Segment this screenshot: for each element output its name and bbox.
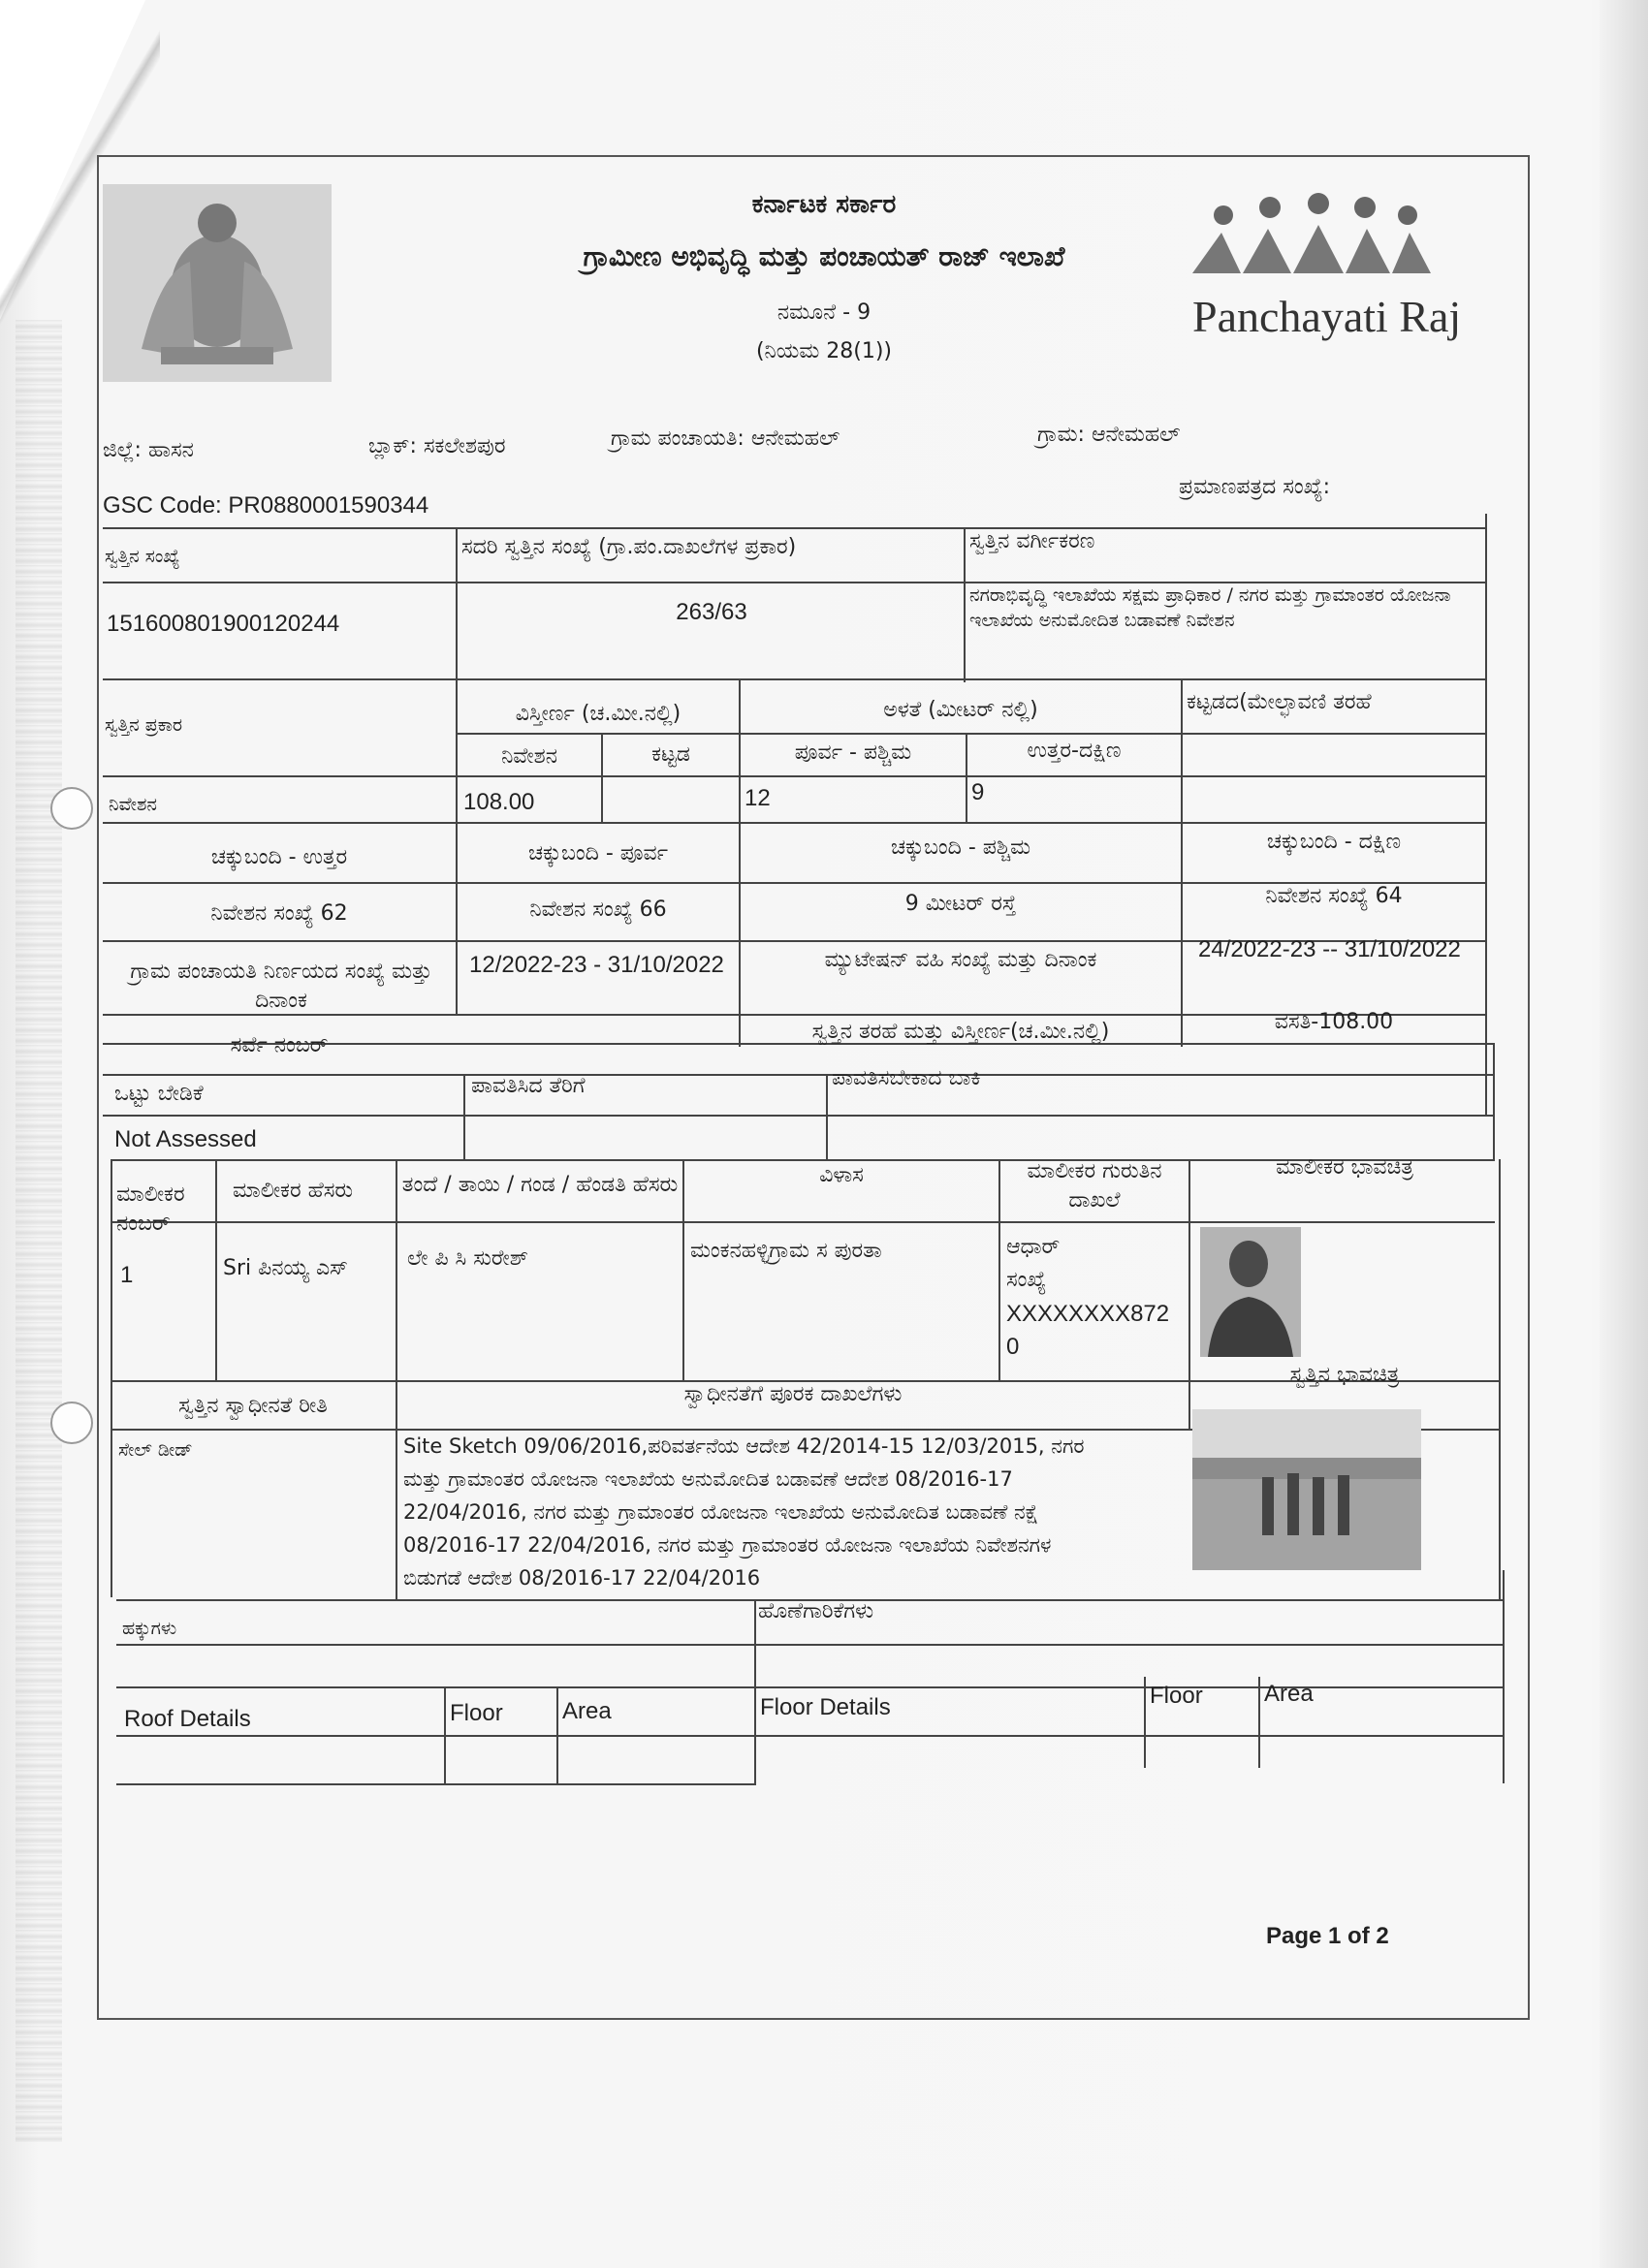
roof-floor-header: Floor bbox=[450, 1700, 503, 1726]
north-south-label: ಉತ್ತರ-ದಕ್ಷಿಣ bbox=[1027, 739, 1122, 763]
mutation-value: 24/2022-23 -- 31/10/2022 bbox=[1198, 936, 1461, 962]
supporting-docs-line: ಮತ್ತು ಗ್ರಾಮಾಂತರ ಯೋಜನಾ ಇಲಾಖೆಯ ಅನುಮೋದಿತ ಬಡಾವಣೆ ಆದೇಶ 08/2016-17 bbox=[403, 1467, 1013, 1491]
property-type-label: ಸ್ವತ್ತಿನ ಪ್ರಕಾರ bbox=[105, 714, 183, 736]
owner-relative-header: ತಂದೆ / ತಾಯಿ / ಗಂಡ / ಹೆಂಡತಿ ಹೆಸರು bbox=[401, 1173, 679, 1197]
owner-no-header: ಮಾಲೀಕರ ನಂಬರ್ bbox=[116, 1182, 185, 1236]
rule-line bbox=[444, 1686, 446, 1783]
property-nature-value: ವಸತಿ-108.00 bbox=[1274, 1010, 1394, 1034]
east-west-label: ಪೂರ್ವ - ಪಶ್ಚಿಮ bbox=[794, 740, 912, 765]
area-label: ವಿಸ್ತೀರ್ಣ (ಚ.ಮೀ.ನಲ್ಲಿ) bbox=[515, 702, 681, 726]
page-number: Page 1 of 2 bbox=[1266, 1923, 1389, 1949]
owner-photo-header: ಮಾಲೀಕರ ಭಾವಚಿತ್ರ bbox=[1276, 1155, 1413, 1180]
header-govt: ಕರ್ನಾಟಕ ಸರ್ಕಾರ bbox=[751, 190, 897, 219]
supporting-docs-line: 08/2016-17 22/04/2016, ನಗರ ಮತ್ತು ಗ್ರಾಮಾಂತರ ಯೋಜನಾ ಇಲಾಖೆಯ ನಿವೇಶನಗಳ bbox=[403, 1533, 1052, 1557]
supporting-docs-line: 22/04/2016, ನಗರ ಮತ್ತು ಗ್ರಾಮಾಂತರ ಯೋಜನಾ ಇಲಾಖೆಯ ಅನುಮೋದಿತ ಬಡಾವಣೆ ನಕ್ಷೆ bbox=[403, 1500, 1039, 1524]
boundary-east-label: ಚಕ್ಕುಬಂದಿ - ಪೂರ್ವ bbox=[527, 841, 668, 866]
roof-area-header: Area bbox=[562, 1698, 612, 1724]
owner-id-doc-line: ಸಂಖ್ಯೆ bbox=[1006, 1268, 1047, 1292]
punch-hole bbox=[50, 1402, 93, 1444]
owner-id-doc-line: 0 bbox=[1006, 1334, 1020, 1360]
property-id-value: 151600801900120244 bbox=[107, 611, 340, 637]
rule-number: (ನಿಯಮ 28(1)) bbox=[755, 339, 893, 363]
owner-no: 1 bbox=[120, 1262, 134, 1288]
rule-line bbox=[1499, 1159, 1501, 1599]
owner-photo bbox=[1200, 1227, 1301, 1357]
site-area-value: 108.00 bbox=[463, 789, 535, 815]
punch-hole bbox=[50, 787, 93, 830]
owner-id-doc-line: XXXXXXXX872 bbox=[1006, 1301, 1170, 1327]
rule-line bbox=[116, 1644, 1505, 1646]
rule-line bbox=[458, 733, 1487, 735]
tax-demand-label: ಒಟ್ಟು ಬೇಡಿಕೆ bbox=[114, 1082, 204, 1106]
rule-line bbox=[116, 1783, 756, 1785]
taluk: ಬ್ಲಾಕ್: ಸಕಲೇಶಪುರ bbox=[368, 434, 506, 458]
tax-due-label: ಪಾವತಿಸಬೇಕಾದ ಬಾಕಿ bbox=[832, 1066, 981, 1090]
boundary-east-value: ನಿವೇಶನ ಸಂಖ್ಯೆ 66 bbox=[529, 898, 667, 922]
boundary-north-label: ಚಕ್ಕುಬಂದಿ - ಉತ್ತರ bbox=[210, 845, 348, 869]
owner-address-header: ವಿಳಾಸ bbox=[819, 1163, 864, 1187]
rule-line bbox=[103, 822, 1487, 824]
rule-line bbox=[1258, 1677, 1260, 1768]
owner-address: ಮಂಕನಹಳ್ಳಿಗ್ರಾಮ ಸ ಪುರತಾ bbox=[690, 1239, 882, 1263]
boundary-west-value: 9 ಮೀಟರ್ ರಸ್ತೆ bbox=[904, 892, 1017, 916]
tax-paid-label: ಪಾವತಿಸಿದ ತೆರಿಗೆ bbox=[471, 1074, 586, 1098]
property-nature-label: ಸ್ವತ್ತಿನ ತರಹೆ ಮತ್ತು ವಿಸ್ತೀರ್ಣ(ಚ.ಮೀ.ನಲ್ಲಿ) bbox=[811, 1020, 1110, 1044]
panchayati-raj-logo-text: Panchayati Raj bbox=[1192, 292, 1462, 341]
property-type-value: ನಿವೇಶನ bbox=[109, 794, 157, 815]
owner-name-header: ಮಾಲೀಕರ ಹೆಸರು bbox=[233, 1179, 354, 1203]
gp-resolution-value: 12/2022-23 - 31/10/2022 bbox=[469, 952, 724, 978]
scan-noise bbox=[16, 320, 62, 2142]
owner-relative: ಲೇ ಪಿ ಸಿ ಸುರೇಶ್ bbox=[407, 1246, 528, 1271]
gram-panchayat: ಗ್ರಾಮ ಪಂಚಾಯತಿ: ಆನೇಮಹಲ್ bbox=[611, 426, 840, 451]
rule-line bbox=[111, 1159, 112, 1597]
rule-line bbox=[682, 1159, 684, 1382]
building-type-label: ಕಟ್ಟಡದ(ಮೇಲ್ಛಾವಣಿ ತರಹೆ bbox=[1187, 690, 1372, 714]
floor-floor-header: Floor bbox=[1150, 1683, 1203, 1709]
owner-name: Sri ಪಿನಯ್ಯ ಎಸ್ bbox=[223, 1256, 348, 1280]
owner-id-doc-header: ಮಾಲೀಕರ ಗುರುತಿನ ದಾಖಲೆ bbox=[1027, 1159, 1162, 1213]
boundary-south-label: ಚಕ್ಕುಬಂದಿ - ದಕ್ಷಿಣ bbox=[1266, 830, 1402, 854]
classification-label: ಸ್ವತ್ತಿನ ವರ್ಗೀಕರಣ bbox=[969, 529, 1095, 553]
boundary-north-value: ನಿವೇಶನ ಸಂಖ್ಯೆ 62 bbox=[210, 901, 348, 926]
rule-line bbox=[1493, 1043, 1495, 1161]
rule-line bbox=[103, 678, 1487, 680]
rule-line bbox=[103, 527, 1487, 529]
page-edge-shadow bbox=[1600, 0, 1648, 2268]
supporting-docs-label: ಸ್ವಾಧೀನತೆಗೆ ಪೂರಕ ದಾಖಲೆಗಳು bbox=[683, 1382, 903, 1406]
rights-label: ಹಕ್ಕುಗಳು bbox=[122, 1618, 177, 1639]
property-photo-label: ಸ್ವತ್ತಿನ ಭಾವಚಿತ್ರ bbox=[1289, 1363, 1400, 1387]
rule-line bbox=[456, 527, 458, 1016]
rule-line bbox=[116, 1735, 1505, 1737]
floor-details-header: Floor Details bbox=[760, 1694, 891, 1720]
gp-resolution-label: ಗ್ರಾಮ ಪಂಚಾಯತಿ ನಿರ್ಣಯದ ಸಂಖ್ಯೆ ಮತ್ತು ದಿನಾಂಕ bbox=[130, 960, 432, 1013]
header-dept: ಗ್ರಾಮೀಣ ಅಭಿವೃದ್ಧಿ ಮತ್ತು ಪಂಚಾಯತ್ ರಾಜ್ ಇಲಾಖೆ bbox=[583, 240, 1065, 272]
rule-line bbox=[103, 1115, 1495, 1117]
village: ಗ್ರಾಮ: ಆನೇಮಹಲ್ bbox=[1037, 423, 1181, 447]
state-emblem-icon bbox=[103, 184, 332, 382]
rule-line bbox=[998, 1159, 1000, 1382]
tax-demand-value: Not Assessed bbox=[114, 1126, 257, 1152]
rule-line bbox=[754, 1599, 756, 1783]
rule-line bbox=[556, 1686, 558, 1783]
north-south-value: 9 bbox=[971, 779, 985, 805]
supporting-docs-line: Site Sketch 09/06/2016,ಪರಿವರ್ತನೆಯ ಆದೇಶ 42/2014-15 12/03/2015, ನಗರ bbox=[403, 1434, 1085, 1458]
property-id-label: ಸ್ವತ್ತಿನ ಸಂಖ್ಯೆ bbox=[105, 546, 180, 567]
old-property-no-value: 263/63 bbox=[676, 599, 747, 625]
district: ಜಿಲ್ಲೆ: ಹಾಸನ bbox=[103, 438, 194, 462]
gsc-code: GSC Code: PR0880001590344 bbox=[103, 492, 429, 519]
supporting-docs-line: ಬಿಡುಗಡೆ ಆದೇಶ 08/2016-17 22/04/2016 bbox=[403, 1566, 761, 1590]
east-west-value: 12 bbox=[745, 785, 771, 811]
rule-line bbox=[1144, 1677, 1146, 1768]
certificate-number-label: ಪ್ರಮಾಣಪತ್ರದ ಸಂಖ್ಯೆ: bbox=[1179, 475, 1331, 499]
rule-line bbox=[826, 1074, 828, 1159]
old-property-no-label: ಸದರಿ ಸ್ವತ್ತಿನ ಸಂಖ್ಯೆ (ಗ್ರಾ.ಪಂ.ದಾಖಲೆಗಳ ಪ್ರಕಾರ) bbox=[461, 535, 797, 559]
boundary-south-value: ನಿವೇಶನ ಸಂಖ್ಯೆ 64 bbox=[1265, 884, 1403, 908]
roof-details-header: Roof Details bbox=[124, 1706, 251, 1732]
boundary-west-label: ಚಕ್ಕುಬಂದಿ - ಪಶ್ಚಿಮ bbox=[890, 835, 1031, 860]
rule-line bbox=[1485, 514, 1487, 1115]
acquisition-mode-value: ಸೇಲ್ ಡೀಡ್ bbox=[118, 1439, 193, 1461]
rule-line bbox=[215, 1159, 217, 1382]
rule-line bbox=[1181, 678, 1183, 1047]
dimensions-label: ಅಳತೆ (ಮೀಟರ್ ನಲ್ಲಿ) bbox=[883, 698, 1038, 722]
floor-area-header: Area bbox=[1264, 1681, 1314, 1707]
rule-line bbox=[463, 1074, 465, 1159]
liabilities-label: ಹೊಣೆಗಾರಿಕೆಗಳು bbox=[758, 1599, 874, 1623]
form-number: ನಮೂನೆ - 9 bbox=[776, 300, 872, 325]
acquisition-mode-label: ಸ್ವತ್ತಿನ ಸ್ವಾಧೀನತೆ ರೀತಿ bbox=[178, 1394, 328, 1418]
rule-line bbox=[103, 775, 1487, 777]
rule-line bbox=[1503, 1570, 1505, 1783]
rule-line bbox=[103, 1074, 1495, 1076]
site-label: ನಿವೇಶನ bbox=[501, 744, 557, 769]
owner-id-doc-line: ಆಧಾರ್ bbox=[1006, 1235, 1061, 1259]
building-label: ಕಟ್ಟಡ bbox=[651, 742, 690, 767]
rule-line bbox=[739, 678, 741, 1047]
classification-value: ನಗರಾಭಿವೃದ್ಧಿ ಇಲಾಖೆಯ ಸಕ್ಷಮ ಪ್ರಾಧಿಕಾರ / ನಗರ ಮತ್ತು ಗ್ರಾಮಾಂತರ ಯೋಜನಾ ಇಲಾಖೆಯ ಅನುಮೋದಿತ ಬಡಾವಣೆ ನಿವೇಶನ bbox=[969, 584, 1451, 631]
survey-no-label: ಸರ್ವೆ ನಂಬರ್ bbox=[230, 1033, 329, 1057]
rule-line bbox=[111, 1221, 1495, 1223]
rule-line bbox=[964, 527, 966, 682]
mutation-label: ಮ್ಯುಟೇಷನ್ ವಹಿ ಸಂಖ್ಯೆ ಮತ್ತು ದಿನಾಂಕ bbox=[824, 948, 1097, 972]
property-photo bbox=[1192, 1409, 1421, 1570]
